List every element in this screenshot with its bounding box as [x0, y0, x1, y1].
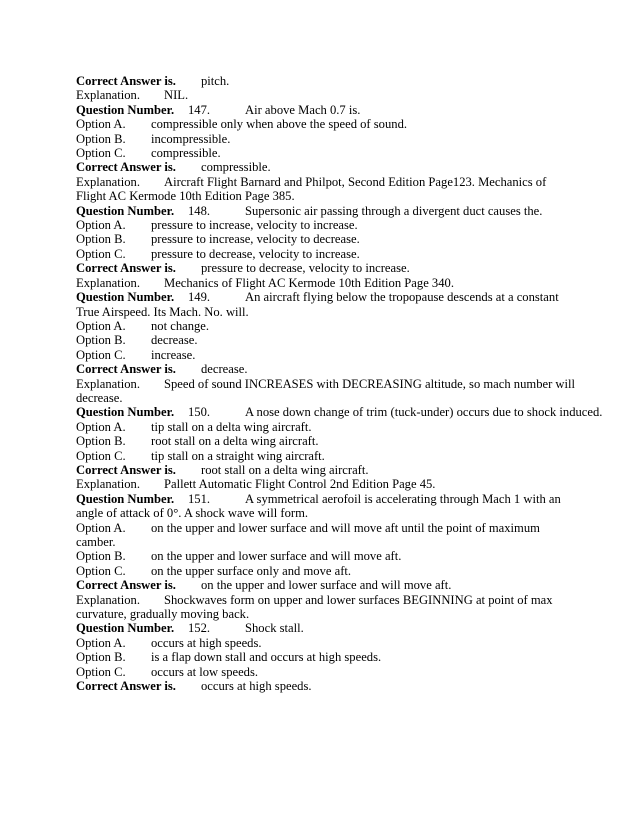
option-text: tip stall on a delta wing aircraft. [151, 419, 312, 434]
explanation-line [76, 377, 576, 406]
option-label: Option A. [76, 520, 126, 535]
correct-answer-label: Correct Answer is. [76, 74, 176, 88]
option-line [76, 247, 576, 261]
explanation-text: Pallett Automatic Flight Control 2nd Edition Page 45. [164, 477, 436, 492]
question-number: 148. [188, 203, 211, 218]
explanation-line [76, 88, 576, 102]
option-line [76, 420, 576, 434]
explanation-label: Explanation. [76, 592, 141, 607]
option-label: Option C. [76, 664, 126, 679]
question-number: 149. [188, 290, 211, 305]
question-number: 152. [188, 621, 211, 636]
document-body [76, 74, 603, 694]
option-text: on the upper and lower surface and will move aft until the point of maximum camber. [76, 520, 540, 549]
correct-answer-line [76, 160, 576, 174]
option-text: pressure to decrease, velocity to increase. [151, 246, 360, 261]
option-label: Option B. [76, 232, 126, 247]
explanation-text: Mechanics of Flight AC Kermode 10th Edition Page 340. [164, 275, 454, 290]
correct-answer-text: pressure to decrease, velocity to increase. [201, 261, 410, 276]
explanation-line [76, 477, 576, 491]
explanation-text: Shockwaves form on upper and lower surfaces BEGINNING at point of max curvature, gradually moving back. [76, 592, 553, 622]
question-label: Question Number. [76, 203, 175, 218]
option-label: Option A. [76, 318, 126, 333]
option-label: Option A. [76, 218, 126, 233]
option-line [76, 218, 576, 232]
option-line [76, 333, 576, 347]
option-text: occurs at low speeds. [151, 664, 259, 679]
option-label: Option A. [76, 117, 126, 132]
option-line [76, 521, 576, 550]
option-text: incompressible. [151, 131, 231, 146]
option-line [76, 146, 576, 160]
option-line [76, 319, 576, 333]
option-text: is a flap down stall and occurs at high speeds. [151, 650, 382, 665]
option-text: compressible only when above the speed of sound. [151, 117, 408, 132]
explanation-line [76, 593, 576, 622]
option-label: Option B. [76, 131, 126, 146]
option-label: Option B. [76, 333, 126, 348]
correct-answer-text: compressible. [201, 160, 271, 175]
explanation-text: NIL. [164, 88, 189, 103]
question-text: Shock stall. [245, 621, 304, 636]
explanation-label: Explanation. [76, 376, 141, 391]
question-label: Question Number. [76, 621, 175, 636]
option-label: Option C. [76, 146, 126, 161]
option-line [76, 665, 576, 679]
option-line [76, 434, 576, 448]
question-text: Supersonic air passing through a divergent duct causes the. [245, 203, 543, 218]
option-text: tip stall on a straight wing aircraft. [151, 448, 325, 463]
option-line [76, 650, 576, 664]
correct-answer-text: on the upper and lower surface and will move aft. [201, 578, 452, 593]
question-number: 150. [188, 405, 211, 420]
correct-answer-label: Correct Answer is. [76, 160, 176, 175]
question-label: Question Number. [76, 405, 175, 420]
option-text: on the upper and lower surface and will move aft. [151, 549, 402, 564]
explanation-label: Explanation. [76, 477, 141, 492]
question-line [76, 405, 603, 420]
option-text: on the upper surface only and move aft. [151, 563, 352, 578]
question-line [76, 290, 576, 319]
option-label: Option A. [76, 635, 126, 650]
correct-answer-label: Correct Answer is. [76, 578, 176, 593]
option-text: not change. [151, 318, 210, 333]
explanation-label: Explanation. [76, 88, 141, 103]
question-label: Question Number. [76, 491, 175, 506]
correct-answer-line [76, 578, 576, 592]
correct-answer-line [76, 463, 576, 477]
question-line [76, 103, 576, 117]
option-label: Option C. [76, 347, 126, 362]
correct-answer-label: Correct Answer is. [76, 462, 176, 477]
correct-answer-text: root stall on a delta wing aircraft. [201, 462, 369, 477]
option-text: occurs at high speeds. [151, 635, 262, 650]
option-line [76, 564, 576, 578]
option-text: pressure to increase, velocity to decrease. [151, 232, 360, 247]
question-number: 147. [188, 102, 211, 117]
explanation-line [76, 276, 576, 290]
option-label: Option B. [76, 434, 126, 449]
explanation-text: Aircraft Flight Barnard and Philpot, Second Edition Page123. Mechanics of Flight AC Kermode 10th Edition Page 385. [76, 174, 547, 204]
correct-answer-label: Correct Answer is. [76, 679, 176, 694]
question-text: An aircraft flying below the tropopause descends at a constant True Airspeed. Its Mach. No. will. [76, 290, 559, 319]
correct-answer-label: Correct Answer is. [76, 362, 176, 377]
correct-answer-text: occurs at high speeds. [201, 679, 312, 694]
option-line [76, 549, 576, 563]
option-line [76, 232, 576, 246]
option-label: Option B. [76, 549, 126, 564]
option-line [76, 117, 576, 131]
correct-answer-line [76, 74, 576, 88]
explanation-label: Explanation. [76, 275, 141, 290]
correct-answer-text: decrease. [201, 362, 248, 377]
correct-answer-line [76, 679, 576, 693]
question-text: Air above Mach 0.7 is. [245, 102, 361, 117]
option-line [76, 132, 576, 146]
correct-answer-line [76, 261, 576, 275]
option-text: pressure to increase, velocity to increase. [151, 218, 358, 233]
explanation-line [76, 175, 576, 204]
explanation-label: Explanation. [76, 174, 141, 189]
option-label: Option B. [76, 650, 126, 665]
correct-answer-text: pitch. [201, 74, 230, 88]
option-line [76, 348, 576, 362]
option-text: increase. [151, 347, 196, 362]
question-label: Question Number. [76, 290, 175, 305]
option-text: decrease. [151, 333, 198, 348]
question-line [76, 492, 576, 521]
question-line [76, 204, 576, 218]
explanation-text: Speed of sound INCREASES with DECREASING altitude, so mach number will decrease. [76, 376, 576, 405]
option-label: Option C. [76, 448, 126, 463]
option-line [76, 449, 576, 463]
question-text: A nose down change of trim (tuck-under) occurs due to shock induced. [245, 405, 603, 420]
option-label: Option A. [76, 419, 126, 434]
option-text: compressible. [151, 146, 221, 161]
question-line [76, 621, 576, 635]
question-label: Question Number. [76, 102, 175, 117]
question-number: 151. [188, 491, 211, 506]
option-label: Option C. [76, 246, 126, 261]
correct-answer-line [76, 362, 576, 376]
option-text: root stall on a delta wing aircraft. [151, 434, 319, 449]
question-text: A symmetrical aerofoil is accelerating through Mach 1 with an angle of attack of 0°. A shock wave will form. [76, 491, 561, 521]
option-line [76, 636, 576, 650]
correct-answer-label: Correct Answer is. [76, 261, 176, 276]
option-label: Option C. [76, 563, 126, 578]
